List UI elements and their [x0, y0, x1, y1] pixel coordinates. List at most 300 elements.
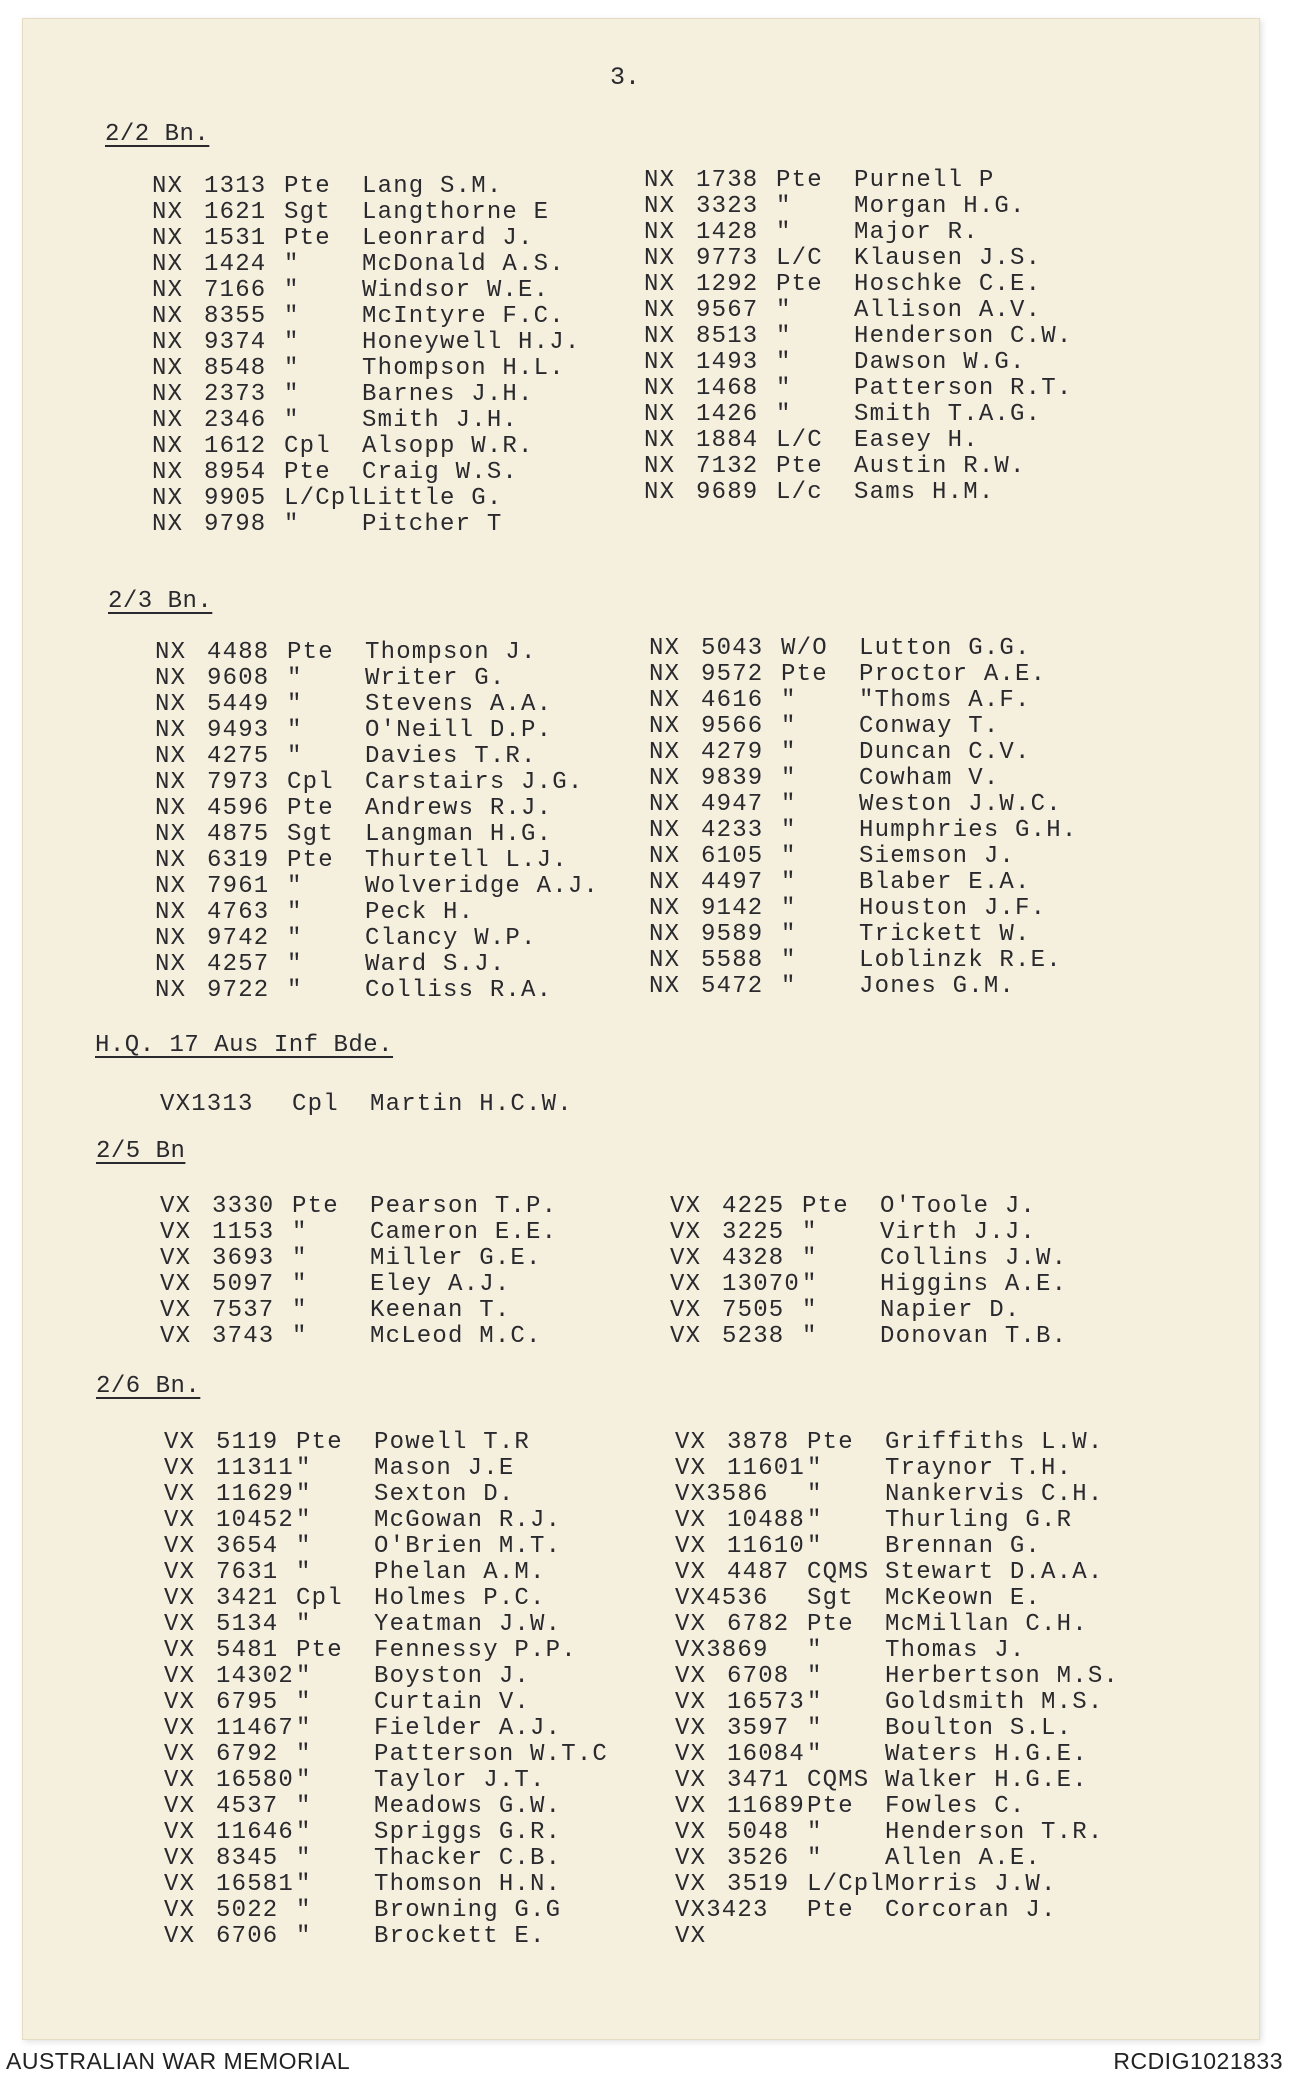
entry-rank: " [807, 1663, 823, 1690]
entry-prefix: VX [670, 1193, 702, 1220]
entry-rank: Pte [284, 225, 331, 252]
footer-record-id: RCDIG1021833 [1113, 2048, 1283, 2074]
entry-name: Sexton D. [374, 1481, 515, 1508]
entry-rank: CQMS [807, 1767, 870, 1794]
roll-entry [160, 1092, 573, 1118]
section-heading: 2/2 Bn. [105, 121, 210, 148]
entry-number: 3693 [212, 1245, 275, 1272]
entry-name: Smith J.H. [362, 407, 519, 434]
roll-entry [675, 1664, 1119, 1690]
entry-number: 11610 [727, 1533, 806, 1560]
entry-rank: " [296, 1481, 312, 1508]
roll-entry [164, 1846, 608, 1872]
entry-rank: " [776, 219, 792, 246]
entry-number: 5022 [216, 1897, 279, 1924]
entry-rank: " [781, 791, 797, 818]
roll-entry [670, 1272, 1067, 1298]
entry-prefix: VX3586 [675, 1481, 769, 1508]
roll-entry [649, 844, 1077, 870]
entry-rank: " [284, 277, 300, 304]
entry-name: Henderson C.W. [854, 323, 1073, 350]
entry-rank: " [296, 1689, 312, 1716]
entry-name: Thomson H.N. [374, 1871, 562, 1898]
entry-name: Duncan C.V. [859, 739, 1031, 766]
entry-rank: Sgt [287, 821, 334, 848]
entry-name: Morris J.W. [885, 1871, 1057, 1898]
entry-number: 11601 [727, 1455, 806, 1482]
entry-number: 10488 [727, 1507, 806, 1534]
entry-prefix: NX [152, 329, 184, 356]
entry-number: 8355 [204, 303, 267, 330]
roll-entry [649, 662, 1077, 688]
entry-rank: L/C [776, 427, 823, 454]
entry-name: Jones G.M. [859, 973, 1016, 1000]
entry-prefix: VX [675, 1455, 707, 1482]
entry-number: 10452 [216, 1507, 295, 1534]
entry-name: Craig W.S. [362, 459, 519, 486]
roll-entry [670, 1324, 1067, 1350]
entry-number: 4875 [207, 821, 270, 848]
entry-rank: " [284, 303, 300, 330]
entry-rank: " [807, 1507, 823, 1534]
entry-name: Alsopp W.R. [362, 433, 534, 460]
entry-prefix: NX [155, 873, 187, 900]
entry-rank: " [287, 743, 303, 770]
entry-name: Higgins A.E. [880, 1271, 1068, 1298]
entry-number: 5048 [727, 1819, 790, 1846]
entry-number: 4233 [701, 817, 764, 844]
entry-name: Griffiths L.W. [885, 1429, 1104, 1456]
entry-number: 8513 [696, 323, 759, 350]
roll-entry [649, 948, 1077, 974]
entry-prefix: VX [675, 1793, 707, 1820]
entry-number: 1738 [696, 167, 759, 194]
entry-name: Peck H. [365, 899, 475, 926]
roll-column-right [675, 1430, 1119, 1950]
entry-prefix: NX [152, 511, 184, 538]
entry-rank: " [781, 687, 797, 714]
roll-entry [649, 714, 1077, 740]
roll-entry [160, 1194, 557, 1220]
entry-number: 9572 [701, 661, 764, 688]
entry-name: Nankervis C.H. [885, 1481, 1104, 1508]
entry-rank: Pte [807, 1611, 854, 1638]
entry-number: 5134 [216, 1611, 279, 1638]
entry-name: Houston J.F. [859, 895, 1047, 922]
entry-prefix: NX [649, 973, 681, 1000]
entry-name: Phelan A.M. [374, 1559, 546, 1586]
entry-name: Humphries G.H. [859, 817, 1078, 844]
entry-prefix: NX [649, 921, 681, 948]
entry-rank: " [781, 817, 797, 844]
entry-number: 9773 [696, 245, 759, 272]
entry-prefix: VX [164, 1611, 196, 1638]
roll-entry [649, 870, 1077, 896]
entry-rank: Pte [284, 173, 331, 200]
entry-name: Boyston J. [374, 1663, 531, 1690]
roll-entry [675, 1794, 1119, 1820]
entry-number: 1428 [696, 219, 759, 246]
entry-rank: Cpl [292, 1091, 339, 1118]
entry-name: Donovan T.B. [880, 1323, 1068, 1350]
entry-rank: " [776, 323, 792, 350]
entry-prefix: VX [164, 1637, 196, 1664]
entry-number: 3519 [727, 1871, 790, 1898]
entry-rank: L/C [776, 245, 823, 272]
roll-entry [152, 200, 580, 226]
entry-prefix: VX [675, 1507, 707, 1534]
roll-entry [152, 278, 580, 304]
entry-prefix: VX [164, 1429, 196, 1456]
entry-rank: " [284, 511, 300, 538]
entry-prefix: VX [164, 1559, 196, 1586]
entry-number: 5481 [216, 1637, 279, 1664]
entry-prefix: NX [649, 739, 681, 766]
entry-number: 7166 [204, 277, 267, 304]
roll-entry [675, 1456, 1119, 1482]
entry-prefix: NX [644, 401, 676, 428]
entry-prefix: VX [160, 1297, 192, 1324]
entry-number: 16084 [727, 1741, 806, 1768]
entry-rank: " [807, 1845, 823, 1872]
entry-name: Lutton G.G. [859, 635, 1031, 662]
roll-entry [675, 1924, 1119, 1950]
entry-name: Trickett W. [859, 921, 1031, 948]
page-number: 3. [610, 63, 641, 92]
roll-entry [155, 900, 599, 926]
entry-prefix: NX [152, 355, 184, 382]
entry-prefix: NX [155, 899, 187, 926]
entry-prefix: NX [152, 225, 184, 252]
entry-prefix: VX [670, 1323, 702, 1350]
roll-entry [160, 1272, 557, 1298]
entry-name: Stewart D.A.A. [885, 1559, 1104, 1586]
entry-number: 3471 [727, 1767, 790, 1794]
roll-entry [164, 1924, 608, 1950]
roll-entry [644, 298, 1072, 324]
entry-prefix: NX [155, 717, 187, 744]
entry-number: 9722 [207, 977, 270, 1004]
entry-name: Thompson H.L. [362, 355, 565, 382]
entry-prefix: VX [670, 1297, 702, 1324]
entry-rank: " [807, 1533, 823, 1560]
entry-prefix: VX [164, 1507, 196, 1534]
entry-number: 4275 [207, 743, 270, 770]
entry-prefix: NX [155, 795, 187, 822]
entry-rank: L/Cpl [807, 1871, 886, 1898]
entry-name: Thacker C.B. [374, 1845, 562, 1872]
entry-number: 8954 [204, 459, 267, 486]
entry-rank: " [776, 349, 792, 376]
entry-prefix: NX [649, 817, 681, 844]
entry-number: 7973 [207, 769, 270, 796]
entry-name: Thurling G.R [885, 1507, 1073, 1534]
entry-name: Langman H.G. [365, 821, 553, 848]
roll-entry [164, 1456, 608, 1482]
entry-number: 9493 [207, 717, 270, 744]
entry-number: 3597 [727, 1715, 790, 1742]
entry-name: McKeown E. [885, 1585, 1042, 1612]
entry-prefix: NX [644, 297, 676, 324]
entry-rank: " [802, 1323, 818, 1350]
entry-number: 1426 [696, 401, 759, 428]
entry-name: Napier D. [880, 1297, 1021, 1324]
entry-rank: Pte [807, 1793, 854, 1820]
entry-rank: " [296, 1663, 312, 1690]
entry-prefix: NX [649, 687, 681, 714]
entry-number: 14302 [216, 1663, 295, 1690]
entry-prefix: NX [644, 427, 676, 454]
entry-prefix: VX [670, 1219, 702, 1246]
roll-entry [164, 1768, 608, 1794]
entry-prefix: NX [644, 375, 676, 402]
entry-name: Loblinzk R.E. [859, 947, 1062, 974]
entry-number: 7505 [722, 1297, 785, 1324]
entry-rank: " [781, 947, 797, 974]
entry-name: Traynor T.H. [885, 1455, 1073, 1482]
entry-name: Thomas J. [885, 1637, 1026, 1664]
entry-name: Mason J.E [374, 1455, 515, 1482]
entry-name: Brockett E. [374, 1923, 546, 1950]
entry-number: 1424 [204, 251, 267, 278]
entry-name: Patterson W.T.C [374, 1741, 609, 1768]
entry-rank: Pte [807, 1897, 854, 1924]
roll-entry [152, 408, 580, 434]
entry-name: Major R. [854, 219, 979, 246]
entry-name: O'Neill D.P. [365, 717, 553, 744]
entry-rank: " [296, 1559, 312, 1586]
entry-prefix: VX [164, 1793, 196, 1820]
entry-name: Brennan G. [885, 1533, 1042, 1560]
entry-number: 9567 [696, 297, 759, 324]
entry-name: Pitcher T [362, 511, 503, 538]
entry-prefix: NX [644, 271, 676, 298]
roll-entry [155, 692, 599, 718]
entry-name: McMillan C.H. [885, 1611, 1088, 1638]
entry-name: Blaber E.A. [859, 869, 1031, 896]
entry-prefix: NX [152, 199, 184, 226]
entry-number: 9798 [204, 511, 267, 538]
document-page [22, 18, 1260, 2040]
entry-prefix: VX [164, 1585, 196, 1612]
entry-number: 4947 [701, 791, 764, 818]
entry-prefix: VX1313 [160, 1091, 254, 1118]
entry-number: 7537 [212, 1297, 275, 1324]
entry-number: 9566 [701, 713, 764, 740]
entry-rank: " [296, 1871, 312, 1898]
entry-name: Fennessy P.P. [374, 1637, 577, 1664]
entry-prefix: NX [155, 821, 187, 848]
roll-entry [644, 220, 1072, 246]
entry-number: 1468 [696, 375, 759, 402]
entry-prefix: NX [155, 665, 187, 692]
entry-rank: " [296, 1793, 312, 1820]
roll-entry [155, 770, 599, 796]
entry-name: Spriggs G.R. [374, 1819, 562, 1846]
roll-entry [152, 486, 580, 512]
entry-prefix: VX [164, 1741, 196, 1768]
entry-number: 6319 [207, 847, 270, 874]
entry-rank: Cpl [287, 769, 334, 796]
roll-entry [164, 1508, 608, 1534]
entry-prefix: VX [164, 1923, 196, 1950]
entry-number: 3878 [727, 1429, 790, 1456]
entry-prefix: NX [152, 485, 184, 512]
roll-entry [644, 428, 1072, 454]
entry-rank: " [781, 739, 797, 766]
roll-column-left [160, 1092, 573, 1118]
entry-name: Hoschke C.E. [854, 271, 1042, 298]
entry-rank: " [292, 1219, 308, 1246]
roll-entry [649, 740, 1077, 766]
entry-rank: " [296, 1845, 312, 1872]
entry-rank: " [296, 1533, 312, 1560]
roll-column-left [160, 1194, 557, 1350]
roll-column-right [649, 636, 1077, 1000]
entry-prefix: VX [164, 1845, 196, 1872]
entry-prefix: VX [675, 1845, 707, 1872]
entry-name: Fowles C. [885, 1793, 1026, 1820]
roll-entry [155, 848, 599, 874]
entry-name: Keenan T. [370, 1297, 511, 1324]
entry-rank: " [287, 717, 303, 744]
entry-number: 11629 [216, 1481, 295, 1508]
entry-rank: " [284, 329, 300, 356]
roll-entry [160, 1324, 557, 1350]
entry-prefix: NX [649, 895, 681, 922]
entry-name: Thompson J. [365, 639, 537, 666]
entry-number: 4488 [207, 639, 270, 666]
roll-entry [675, 1872, 1119, 1898]
entry-prefix: NX [644, 453, 676, 480]
entry-name: Pearson T.P. [370, 1193, 558, 1220]
entry-name: Colliss R.A. [365, 977, 553, 1004]
entry-name: Weston J.W.C. [859, 791, 1062, 818]
roll-entry [644, 454, 1072, 480]
entry-name: Writer G. [365, 665, 506, 692]
entry-name: Walker H.G.E. [885, 1767, 1088, 1794]
roll-entry [152, 382, 580, 408]
roll-entry [675, 1508, 1119, 1534]
entry-number: 11311 [216, 1455, 295, 1482]
entry-prefix: VX [675, 1819, 707, 1846]
entry-prefix: VX [675, 1533, 707, 1560]
entry-name: Curtain V. [374, 1689, 531, 1716]
roll-entry [152, 356, 580, 382]
entry-rank: " [296, 1741, 312, 1768]
entry-prefix: VX [160, 1245, 192, 1272]
entry-prefix: VX [675, 1923, 707, 1950]
entry-prefix: VX [160, 1193, 192, 1220]
entry-name: Purnell P [854, 167, 995, 194]
entry-number: 3330 [212, 1193, 275, 1220]
entry-rank: Pte [287, 847, 334, 874]
roll-entry [670, 1298, 1067, 1324]
roll-entry [155, 666, 599, 692]
roll-entry [649, 688, 1077, 714]
roll-entry [670, 1246, 1067, 1272]
entry-rank: Pte [287, 639, 334, 666]
entry-rank: Pte [776, 167, 823, 194]
entry-rank: " [287, 665, 303, 692]
entry-rank: CQMS [807, 1559, 870, 1586]
entry-rank: " [287, 925, 303, 952]
entry-name: Browning G.G [374, 1897, 562, 1924]
entry-number: 4763 [207, 899, 270, 926]
entry-prefix: VX [670, 1245, 702, 1272]
entry-rank: " [776, 297, 792, 324]
entry-name: Miller G.E. [370, 1245, 542, 1272]
entry-prefix: VX [164, 1715, 196, 1742]
entry-rank: Pte [776, 271, 823, 298]
entry-number: 1493 [696, 349, 759, 376]
entry-name: Barnes J.H. [362, 381, 534, 408]
entry-number: 6105 [701, 843, 764, 870]
entry-number: 6782 [727, 1611, 790, 1638]
entry-name: Powell T.R [374, 1429, 531, 1456]
roll-entry [675, 1768, 1119, 1794]
entry-name: Austin R.W. [854, 453, 1026, 480]
roll-entry [155, 718, 599, 744]
entry-rank: Pte [776, 453, 823, 480]
entry-number: 6708 [727, 1663, 790, 1690]
entry-rank: Pte [292, 1193, 339, 1220]
roll-entry [152, 460, 580, 486]
entry-name: Martin H.C.W. [370, 1091, 573, 1118]
entry-prefix: NX [152, 433, 184, 460]
entry-name: Waters H.G.E. [885, 1741, 1088, 1768]
roll-entry [155, 874, 599, 900]
entry-prefix: VX [675, 1871, 707, 1898]
entry-prefix: NX [649, 661, 681, 688]
entry-name: Davies T.R. [365, 743, 537, 770]
entry-prefix: NX [649, 791, 681, 818]
entry-number: 7631 [216, 1559, 279, 1586]
entry-rank: " [807, 1481, 823, 1508]
entry-rank: " [287, 977, 303, 1004]
entry-number: 4257 [207, 951, 270, 978]
roll-entry [675, 1820, 1119, 1846]
entry-number: 4225 [722, 1193, 785, 1220]
section-heading: 2/6 Bn. [96, 1373, 201, 1400]
entry-rank: " [296, 1611, 312, 1638]
entry-number: 6792 [216, 1741, 279, 1768]
entry-name: Sams H.M. [854, 479, 995, 506]
entry-name: Siemson J. [859, 843, 1016, 870]
entry-number: 9905 [204, 485, 267, 512]
entry-name: Eley A.J. [370, 1271, 511, 1298]
entry-prefix: VX [164, 1533, 196, 1560]
entry-prefix: NX [155, 691, 187, 718]
entry-rank: " [807, 1819, 823, 1846]
entry-name: Goldsmith M.S. [885, 1689, 1104, 1716]
entry-number: 4616 [701, 687, 764, 714]
entry-rank: " [296, 1897, 312, 1924]
roll-entry [152, 174, 580, 200]
roll-entry [164, 1482, 608, 1508]
entry-name: Smith T.A.G. [854, 401, 1042, 428]
entry-rank: " [292, 1297, 308, 1324]
entry-number: 4497 [701, 869, 764, 896]
roll-entry [644, 480, 1072, 506]
footer-institution: AUSTRALIAN WAR MEMORIAL [6, 2048, 351, 2074]
entry-number: 1313 [204, 173, 267, 200]
entry-number: 1884 [696, 427, 759, 454]
roll-entry [152, 304, 580, 330]
entry-number: 8345 [216, 1845, 279, 1872]
entry-number: 11646 [216, 1819, 295, 1846]
section-heading: 2/5 Bn [96, 1138, 186, 1165]
